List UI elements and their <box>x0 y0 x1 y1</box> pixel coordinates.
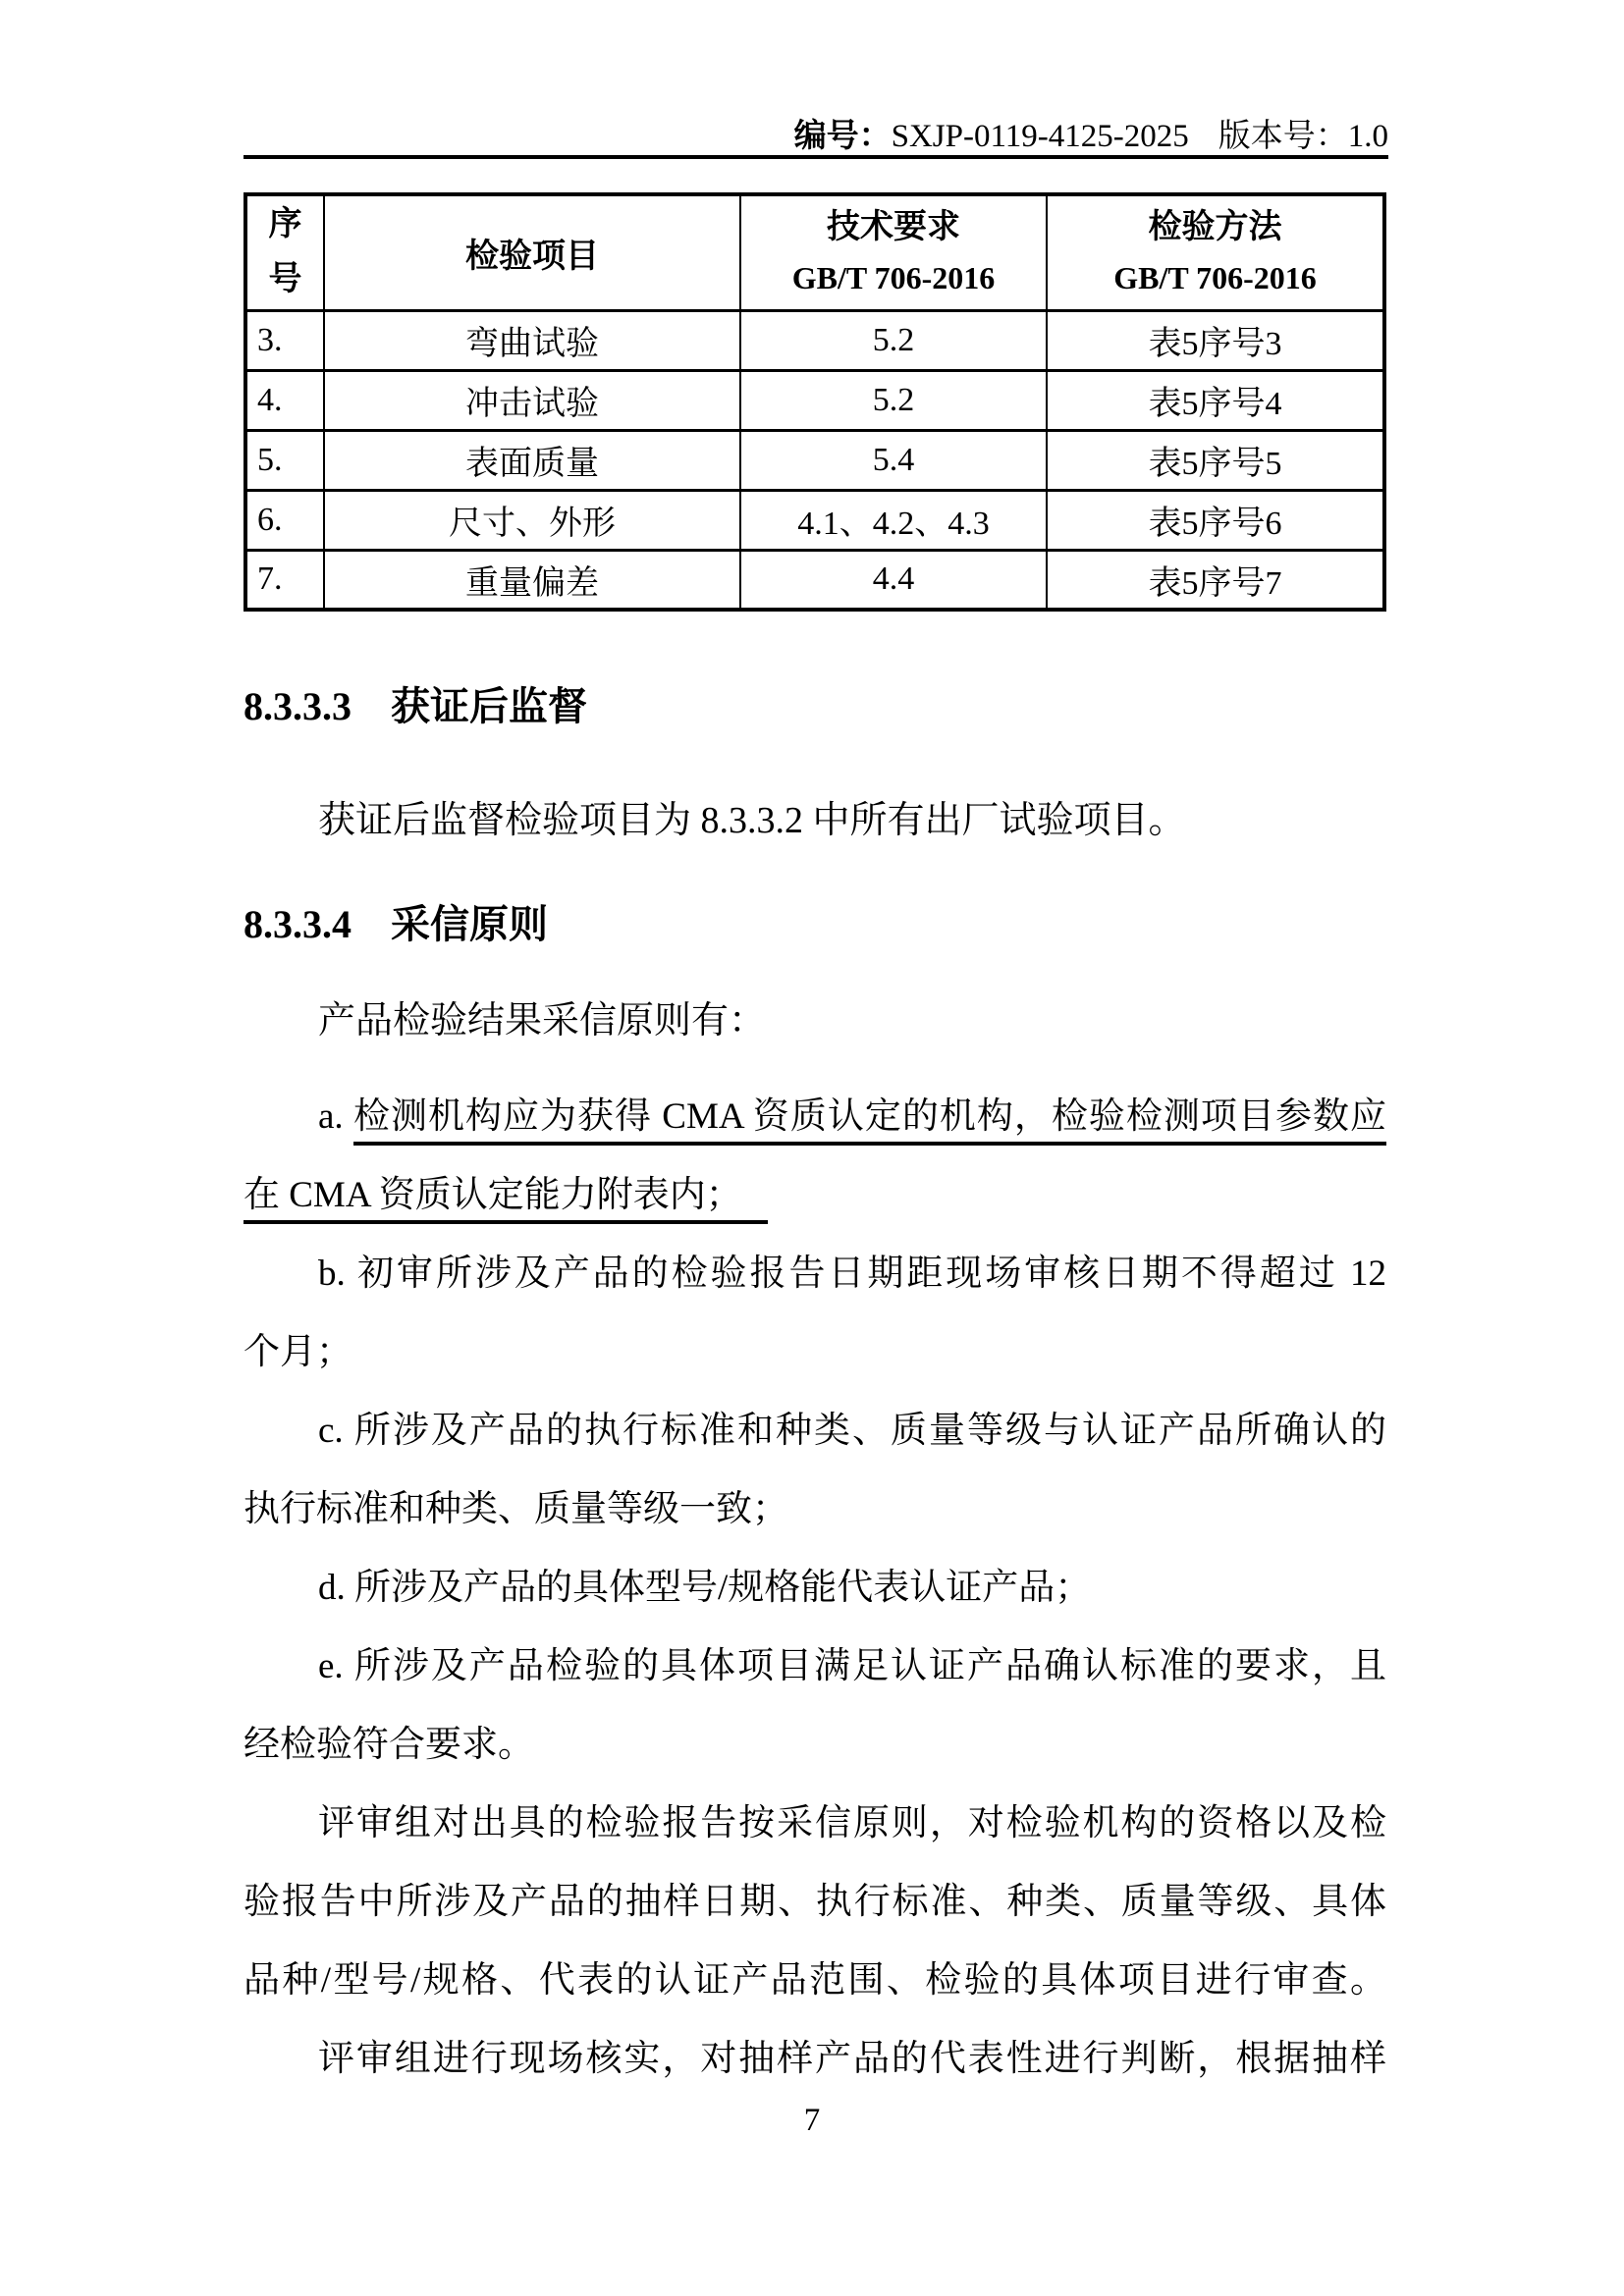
principle-b-line2: 个月； <box>244 1332 352 1372</box>
cell-seq: 3. <box>245 310 324 370</box>
inspection-items-table <box>244 192 1386 612</box>
table-row <box>245 490 1384 550</box>
principle-c-line2: 执行标准和种类、质量等级一致； <box>244 1489 788 1529</box>
cell-item: 表面质量 <box>324 430 740 490</box>
cell-method: 表5序号7 <box>1047 550 1384 610</box>
principle-a-line2: 在 CMA 资质认定能力附表内； <box>244 1156 1386 1235</box>
review-paragraph-line3: 品种/型号/规格、代表的认证产品范围、检验的具体项目进行审查。 <box>244 1960 1386 2001</box>
col-header-method: 检验方法 GB/T 706-2016 <box>1047 194 1384 310</box>
cell-seq: 6. <box>245 490 324 550</box>
table-row <box>245 370 1384 430</box>
document-header <box>244 110 1388 156</box>
principle-c-line1: c. 所涉及产品的执行标准和种类、质量等级与认证产品所确认的 <box>318 1411 1386 1451</box>
review-paragraph-line2: 验报告中所涉及产品的抽样日期、执行标准、种类、质量等级、具体 <box>244 1882 1386 1922</box>
col-header-requirement: 技术要求 GB/T 706-2016 <box>740 194 1047 310</box>
principle-a-prefix: a. <box>318 1096 353 1137</box>
table-row <box>245 550 1384 610</box>
cell-method: 表5序号6 <box>1047 490 1384 550</box>
cell-item: 冲击试验 <box>324 370 740 430</box>
table-header <box>245 194 1384 310</box>
cell-method: 表5序号4 <box>1047 370 1384 430</box>
cell-requirement: 4.4 <box>740 550 1047 610</box>
cell-requirement: 5.2 <box>740 310 1047 370</box>
col-header-item: 检验项目 <box>324 194 740 310</box>
cell-seq: 5. <box>245 430 324 490</box>
table-row <box>245 310 1384 370</box>
cell-item: 重量偏差 <box>324 550 740 610</box>
table-header-row <box>245 194 1384 310</box>
onsite-verification-line1: 评审组进行现场核实，对抽样产品的代表性进行判断，根据抽样 <box>318 2039 1386 2079</box>
paragraph-principles-intro: 产品检验结果采信原则有： <box>318 1000 767 1041</box>
section-heading-post-certification-supervision: 8.3.3.3 获证后监督 <box>244 684 587 728</box>
cell-seq: 7. <box>245 550 324 610</box>
cell-method: 表5序号5 <box>1047 430 1384 490</box>
principle-b-line1: b. 初审所涉及产品的检验报告日期距现场审核日期不得超过 12 <box>318 1254 1386 1294</box>
version-label: 版本号： <box>1218 119 1348 154</box>
cell-item: 弯曲试验 <box>324 310 740 370</box>
page-number: 7 <box>803 2103 821 2138</box>
principle-a-line1 <box>244 1078 1386 1156</box>
cell-requirement: 4.1、4.2、4.3 <box>740 490 1047 550</box>
cell-requirement: 5.4 <box>740 430 1047 490</box>
paragraph-supervision: 获证后监督检验项目为 8.3.3.2 中所有出厂试验项目。 <box>318 800 1186 841</box>
cell-method: 表5序号3 <box>1047 310 1384 370</box>
doc-number-value: SXJP-0119-4125-2025 <box>891 119 1189 154</box>
doc-number-label: 编号： <box>793 119 892 154</box>
cell-requirement: 5.2 <box>740 370 1047 430</box>
version-value: 1.0 <box>1347 119 1388 154</box>
section-heading-acceptance-principles: 8.3.3.4 采信原则 <box>244 902 548 946</box>
col-header-seq: 序号 <box>245 194 324 310</box>
principle-d-line1: d. 所涉及产品的具体型号/规格能代表认证产品； <box>318 1568 1092 1608</box>
cell-item: 尺寸、外形 <box>324 490 740 550</box>
header-rule <box>244 155 1388 159</box>
principle-a-underlined-text: 检测机构应为获得 CMA 资质认定的机构，检验检测项目参数应 <box>353 1096 1386 1146</box>
review-paragraph-line1: 评审组对出具的检验报告按采信原则，对检验机构的资格以及检 <box>318 1803 1386 1843</box>
principle-e-line2: 经检验符合要求。 <box>244 1725 534 1765</box>
cell-seq: 4. <box>245 370 324 430</box>
table-row <box>245 430 1384 490</box>
principle-e-line1: e. 所涉及产品检验的具体项目满足认证产品确认标准的要求，且 <box>318 1646 1386 1686</box>
body-text-block <box>244 1078 1386 2099</box>
